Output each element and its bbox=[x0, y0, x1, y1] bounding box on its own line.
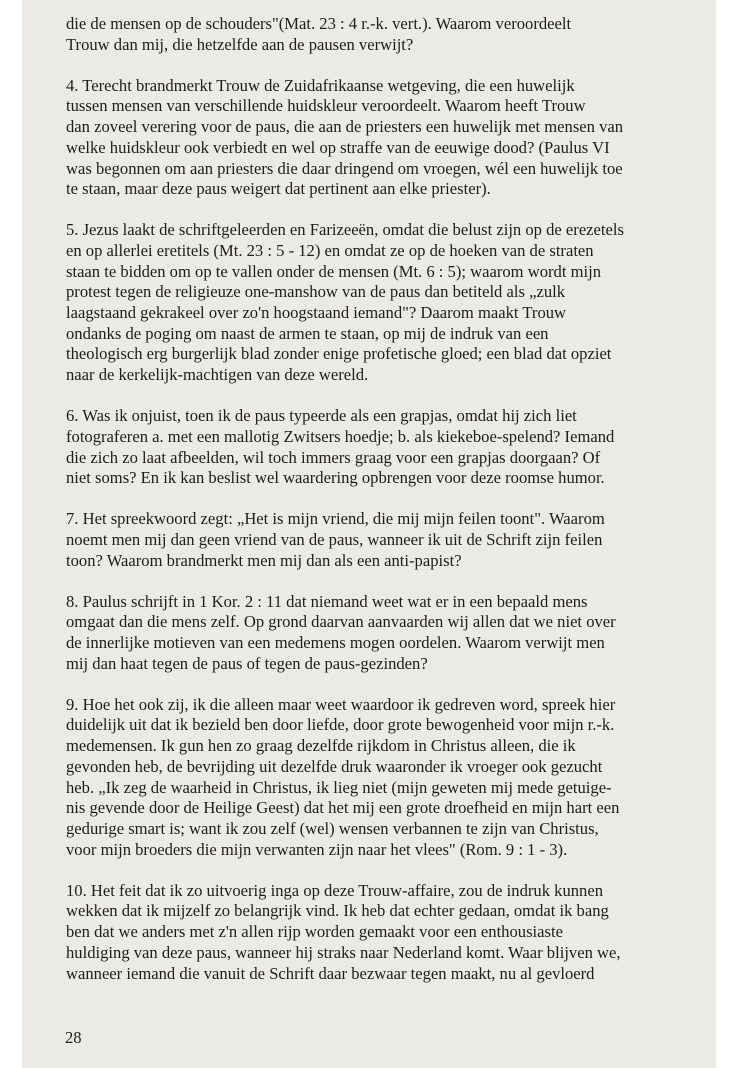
body-text bbox=[66, 14, 706, 1005]
paragraph-7: 7. Het spreekwoord zegt: „Het is mijn vriend, die mij mijn feilen toont". Waarom noemt men mij dan geen vriend van de paus, wanneer ik uit de Schrift zijn feilen toon? Waarom brandmerkt men mij dan als een anti-papist? bbox=[66, 509, 605, 570]
document-page bbox=[22, 0, 716, 1068]
paragraph-8: 8. Paulus schrijft in 1 Kor. 2 : 11 dat niemand weet wat er in een bepaald mens omgaat dan die mens zelf. Op grond daarvan aanvaarden wij allen dat we niet over de innerlijke motieven van een medemens mogen oordelen. Waarom verwijt men mij dan haat tegen de paus of tegen de paus-gezinden? bbox=[66, 591, 616, 673]
paragraph-5: 5. Jezus laakt de schriftgeleerden en Farizeeën, omdat die belust zijn op de erezetels en op allerlei eretitels (Mt. 23 : 5 - 12) en omdat ze op de hoeken van de straten staan te bidden om op te vallen onder de mensen (Mt. 6 : 5); waarom wordt mijn protest tegen de religieuze one-manshow van de paus dan betiteld als „zulk laagstaand gekrakeel over zo'n hoogstaand iemand"? Daarom maakt Trouw ondanks de poging om naast de armen te staan, op mij de indruk van een theologisch erg burgerlijk blad zonder enige profetische gloed; een blad dat opziet naar de kerkelijk-machtigen van deze wereld. bbox=[66, 220, 624, 385]
paragraph-continuation: die de mensen op de schouders"(Mat. 23 : 4 r.-k. vert.). Waarom veroordeelt Trouw dan mij, die hetzelfde aan de pausen verwijt? bbox=[66, 14, 572, 54]
paragraph-6: 6. Was ik onjuist, toen ik de paus typeerde als een grapjas, omdat hij zich liet fotograferen a. met een mallotig Zwitsers hoedje; b. als kiekeboe-spelend? Iemand die zich zo laat afbeelden, wil toch immers graag voor een grapjas doorgaan? Of niet soms? En ik kan beslist wel waardering opbrengen voor deze roomse humor. bbox=[66, 406, 615, 488]
paragraph-4: 4. Terecht brandmerkt Trouw de Zuidafrikaanse wetgeving, die een huwelijk tussen mensen van verschillende huidskleur veroordeelt. Waarom heeft Trouw dan zoveel verering voor de paus, die aan de priesters een huwelijk met mensen van welke huidskleur ook verbiedt en wel op straffe van de eeuwige dood? (Paulus VI was begonnen om aan priesters die daar dringend om vroegen, wél een huwelijk toe te staan, maar deze paus weigert dat pertinent aan elke priester). bbox=[66, 75, 624, 199]
paragraph-10: 10. Het feit dat ik zo uitvoerig inga op deze Trouw-affaire, zou de indruk kunnen wekken dat ik mijzelf zo belangrijk vind. Ik heb dat echter gedaan, omdat ik bang ben dat we anders met z'n allen rijp worden gemaakt voor een enthousiaste huldiging van deze paus, wanneer hij straks naar Nederland komt. Waar blijven we, wanneer iemand die vanuit de Schrift daar bezwaar tegen maakt, nu al gevloerd bbox=[66, 880, 621, 983]
paragraph-9: 9. Hoe het ook zij, ik die alleen maar weet waardoor ik gedreven word, spreek hier duidelijk uit dat ik bezield ben door liefde, door grote bewogenheid voor mijn r.-k. medemensen. Ik gun hen zo graag dezelfde rijkdom in Christus alleen, die ik gevonden heb, de bevrijding uit dezelfde druk waaronder ik vroeger ook gezucht heb. „Ik zeg de waarheid in Christus, ik lieg niet (mijn geweten mij mede getuige- nis gevende door de Heilige Geest) dat het mij een grote droefheid en mijn hart een gedurige smart is; want ik zou zelf (wel) wensen verbannen te zijn van Christus, voor mijn broeders die mijn verwanten zijn naar het vlees" (Rom. 9 : 1 - 3). bbox=[66, 694, 620, 859]
page-number: 28 bbox=[65, 1028, 82, 1047]
